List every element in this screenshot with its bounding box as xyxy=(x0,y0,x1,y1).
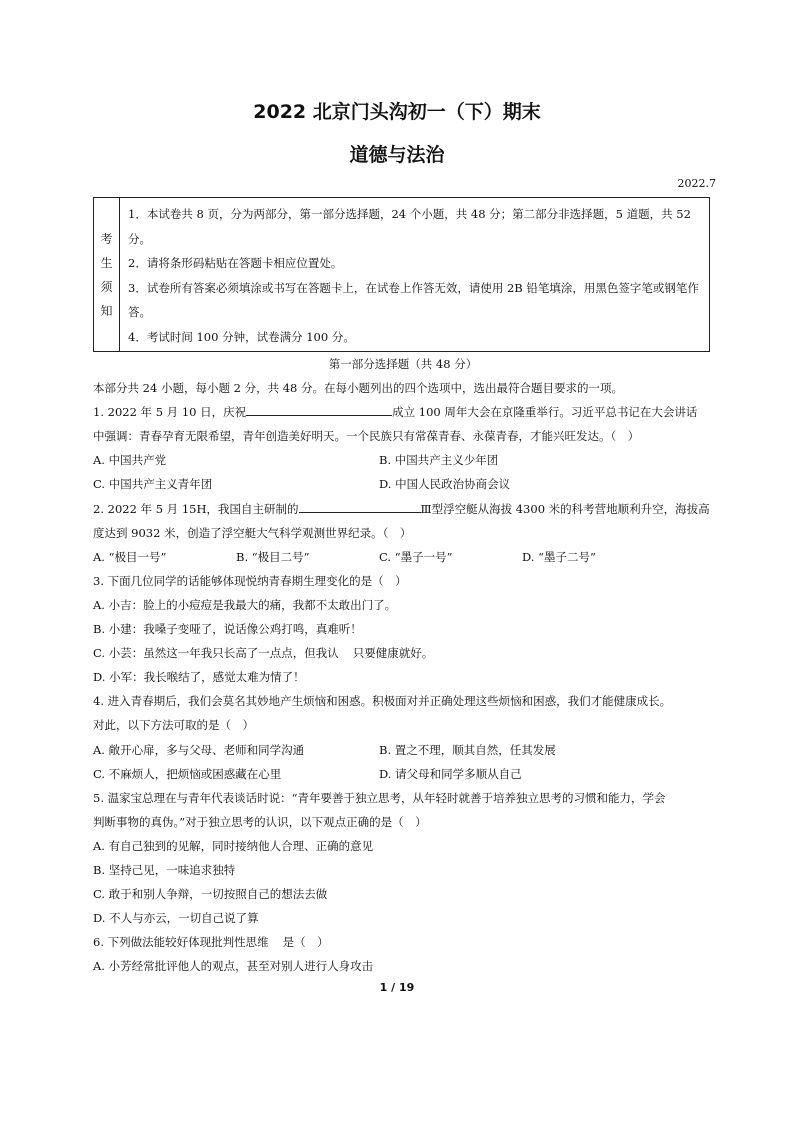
notice-body xyxy=(120,198,709,351)
question-2-stem xyxy=(93,497,713,521)
question-4-options-row xyxy=(93,762,713,786)
question-5-stem: 5. 温家宝总理在与青年代表谈话时说：“青年要善于独立思考，从年轻时就善于培养独立思考的习惯和能力，学会 xyxy=(93,790,666,805)
question-text: Ⅲ型浮空艇从海拔 4300 米的科考营地顺利升空，海拔高 xyxy=(420,501,710,516)
option: B. 坚持己见，一味追求独特 xyxy=(93,862,236,877)
question-5-stem-cont: 判断事物的真伪。”对于独立思考的认识，以下观点正确的是（ ） xyxy=(93,814,427,829)
exam-content xyxy=(93,352,713,978)
option-text: 只要健康就好。 xyxy=(352,646,434,661)
page-subtitle: 道德与法治 xyxy=(349,144,445,166)
answer-blank xyxy=(299,500,421,513)
option: C. 不麻烦人，把烦恼或困惑藏在心里 xyxy=(93,766,282,781)
option: A. 小芳经常批评他人的观点，甚至对别人进行人身攻击 xyxy=(93,959,374,974)
notice-item: 4．考试时间 100 分钟，试卷满分 100 分。 xyxy=(128,329,355,344)
exam-notice-box xyxy=(93,197,710,352)
question-1-options-row xyxy=(93,472,713,496)
question-text: 1. 2022 年 5 月 10 日，庆祝 xyxy=(93,405,247,420)
notice-item: 2．请将条形码粘贴在答题卡相应位置处。 xyxy=(128,256,343,270)
option: C. “墨子一号” xyxy=(379,549,453,564)
question-3-stem: 3. 下面几位同学的话能够体现悦纳青春期生理变化的是（ ） xyxy=(93,573,407,588)
option: D. 小军：我长喉结了，感觉太难为情了！ xyxy=(93,670,305,685)
notice-label xyxy=(94,198,120,351)
option: A. “极目一号” xyxy=(93,549,167,564)
notice-item: 1．本试卷共 8 页，分为两部分，第一部分选择题，24 个小题，共 48 分；第二部分非选择题，5 道题，共 52 分。 xyxy=(128,207,691,246)
option: B. “极目二号” xyxy=(236,549,310,564)
option: D. 中国人民政治协商会议 xyxy=(379,477,511,492)
notice-label-char: 知 xyxy=(100,303,113,318)
question-1-options-row xyxy=(93,448,713,472)
question-1-stem xyxy=(93,400,713,424)
option: B. 中国共产主义少年团 xyxy=(379,453,499,468)
question-4-options-row xyxy=(93,738,713,762)
question-4-stem-cont: 对此，以下方法可取的是（ ） xyxy=(93,718,254,733)
option: A. 敞开心扉，多与父母、老师和同学沟通 xyxy=(93,742,305,757)
page-number: 1 / 19 xyxy=(379,981,415,994)
page-title: 2022 北京门头沟初一（下）期末 xyxy=(253,101,541,123)
section-intro: 本部分共 24 小题，每小题 2 分，共 48 分。在每小题列出的四个选项中，选出最符合题目要求的一项。 xyxy=(93,381,624,396)
notice-label-char: 考 xyxy=(100,231,113,246)
question-text: 2. 2022 年 5 月 15H，我国自主研制的 xyxy=(93,501,299,516)
option xyxy=(93,641,713,665)
question-6-stem xyxy=(93,930,713,954)
option: C. 中国共产主义青年团 xyxy=(93,477,213,492)
option: A. 有自己独到的见解，同时接纳他人合理、正确的意见 xyxy=(93,838,374,853)
option: D. “墨子二号” xyxy=(522,549,596,564)
question-text: 是（ ） xyxy=(282,935,329,950)
option: B. 置之不理，顺其自然，任其发展 xyxy=(379,742,556,757)
exam-date: 2022.7 xyxy=(677,177,716,190)
option: D. 不人与亦云，一切自己说了算 xyxy=(93,911,259,926)
question-text: 成立 100 周年大会在京隆重举行。习近平总书记在大会讲话 xyxy=(392,405,698,420)
option-text: C. 小芸：虽然这一年我只长高了一点点，但我认 xyxy=(93,646,339,661)
option: A. 中国共产党 xyxy=(93,453,167,468)
section-title: 第一部分选择题（共 48 分） xyxy=(328,357,478,371)
option: B. 小建：我嗓子变哑了，说话像公鸡打鸣，真难听！ xyxy=(93,622,362,637)
option: A. 小吉：脸上的小痘痘是我最大的痛，我都不太敢出门了。 xyxy=(93,597,397,612)
option: C. 敢于和别人争辩，一切按照自己的想法去做 xyxy=(93,887,328,902)
notice-item: 3．试卷所有答案必须填涂或书写在答题卡上，在试卷上作答无效，请使用 2B 铅笔填涂，用黑色签字笔或钢笔作答。 xyxy=(128,280,699,319)
question-2-options-row xyxy=(93,545,713,569)
option: D. 请父母和同学多顺从自己 xyxy=(379,766,522,781)
question-1-stem-cont: 中强调：青春孕育无限希望，青年创造美好明天。一个民族只有常葆青春、永葆青春，才能兴旺发达。（ ） xyxy=(93,429,640,444)
notice-label-char: 生 xyxy=(100,255,113,270)
question-2-stem-cont: 度达到 9032 米，创造了浮空艇大气科学观测世界纪录。（ ） xyxy=(93,525,412,540)
question-4-stem: 4. 进入青春期后，我们会莫名其妙地产生烦恼和困惑。积极面对并正确处理这些烦恼和困惑，我们才能健康成长。 xyxy=(93,694,672,709)
answer-blank xyxy=(246,403,392,416)
question-text: 6. 下列做法能较好体现批判性思维 xyxy=(93,935,269,950)
notice-label-char: 须 xyxy=(100,279,113,294)
